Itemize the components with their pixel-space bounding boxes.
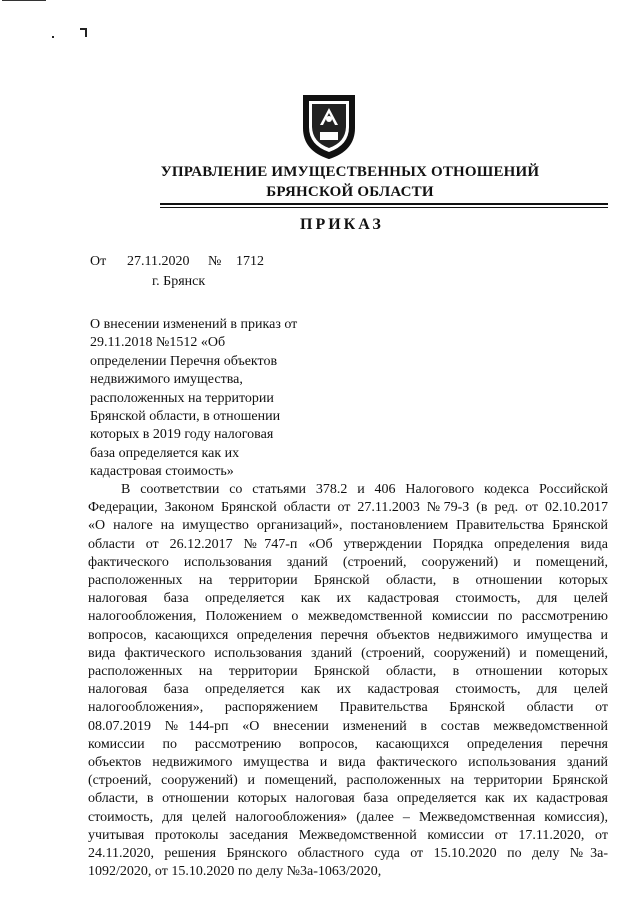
number-sign: №: [208, 254, 222, 269]
body-line: объектов недвижимого имущества и вида фактического использования зданий: [88, 755, 608, 771]
body-line: стоимость, для целей налогообложения» (далее – Межведомственная комиссия),: [88, 809, 608, 825]
order-date: 27.11.2020: [127, 254, 190, 269]
body-line: (строений, сооружений) и помещений, расположенных на территории Брянской: [88, 773, 608, 789]
body-line: «О налоге на имущество организаций», постановлением Правительства Брянской: [88, 518, 608, 534]
organization-name-line-1: УПРАВЛЕНИЕ ИМУЩЕСТВЕННЫХ ОТНОШЕНИЙ: [160, 164, 540, 180]
body-line: расположенных на территории Брянской области, в отношении которых: [88, 573, 608, 589]
subject-line: определении Перечня объектов: [90, 353, 278, 369]
subject-line: О внесении изменений в приказ от: [90, 317, 298, 332]
body-line: расположенных на территории Брянской области, в отношении которых: [88, 664, 608, 680]
scan-artifact-speck: [52, 36, 54, 38]
body-line: Федерации, Законом Брянской области от 27.11.2003 №79-З (в ред. от 02.10.2017: [88, 500, 608, 516]
scan-artifact-speck: [85, 30, 87, 37]
subject-line: расположенных на территории: [90, 390, 274, 406]
body-line: вопросов, касающихся определения перечня объектов недвижимого имущества и: [88, 627, 608, 643]
order-subject: [90, 316, 316, 482]
body-line: вида фактического использования зданий (строений, сооружений) и помещений,: [88, 645, 608, 661]
body-line: 24.11.2020, решения Брянского областного суда от 15.10.2020 по делу №3а-: [88, 846, 608, 862]
subject-line: Брянской области, в отношении: [90, 409, 281, 425]
body-line: 1092/2020, от 15.10.2020 по делу №3а-1063/2020,: [88, 864, 382, 880]
organization-name-line-2: БРЯНСКОЙ ОБЛАСТИ: [266, 184, 434, 200]
subject-line: кадастровая стоимость»: [90, 464, 234, 480]
body-line: области от 26.12.2017 №747-п «Об утверждении Порядка определения вида: [88, 536, 608, 552]
body-line: налогообложения, Положением о межведомственной комиссии по рассмотрению: [88, 609, 608, 625]
header-divider-thin: [160, 207, 608, 208]
body-line: комиссии по рассмотрению вопросов, касающихся определения перечня: [88, 736, 608, 752]
body-line: налоговая база определяется как их кадастровая стоимость, для целей: [88, 682, 608, 698]
body-line: налогообложения», распоряжением Правительства Брянской области от: [88, 700, 608, 716]
body-line: области, в отношении которых налоговая база определяется как их кадастровая: [88, 791, 608, 807]
body-line: 08.07.2019 №144-рп «О внесении изменений в состав межведомственной: [88, 718, 608, 734]
coat-of-arms-icon: [300, 92, 358, 160]
header-divider-thick: [160, 203, 608, 205]
body-line: В соответствии со статьями 378.2 и 406 Налогового кодекса Российской: [121, 482, 608, 497]
subject-line: недвижимого имущества,: [90, 372, 243, 388]
scan-artifact-line: [2, 0, 46, 1]
order-body-paragraph: [88, 481, 608, 881]
order-number: 1712: [236, 254, 264, 269]
body-line: учитывая протоколы заседания Межведомственной комиссии от 17.11.2020, от: [88, 827, 608, 843]
subject-line: которых в 2019 году налоговая: [90, 427, 274, 443]
body-line: фактического использования зданий (строений, сооружений) и помещений,: [88, 554, 608, 570]
order-city: г. Брянск: [152, 274, 206, 289]
subject-line: 29.11.2018 №1512 «Об: [90, 335, 226, 351]
from-label: От: [90, 254, 107, 269]
document-type-title: ПРИКАЗ: [300, 216, 384, 233]
body-line: налоговая база определяется как их кадастровая стоимость, для целей: [88, 591, 608, 607]
subject-line: база определяется как их: [90, 445, 240, 461]
